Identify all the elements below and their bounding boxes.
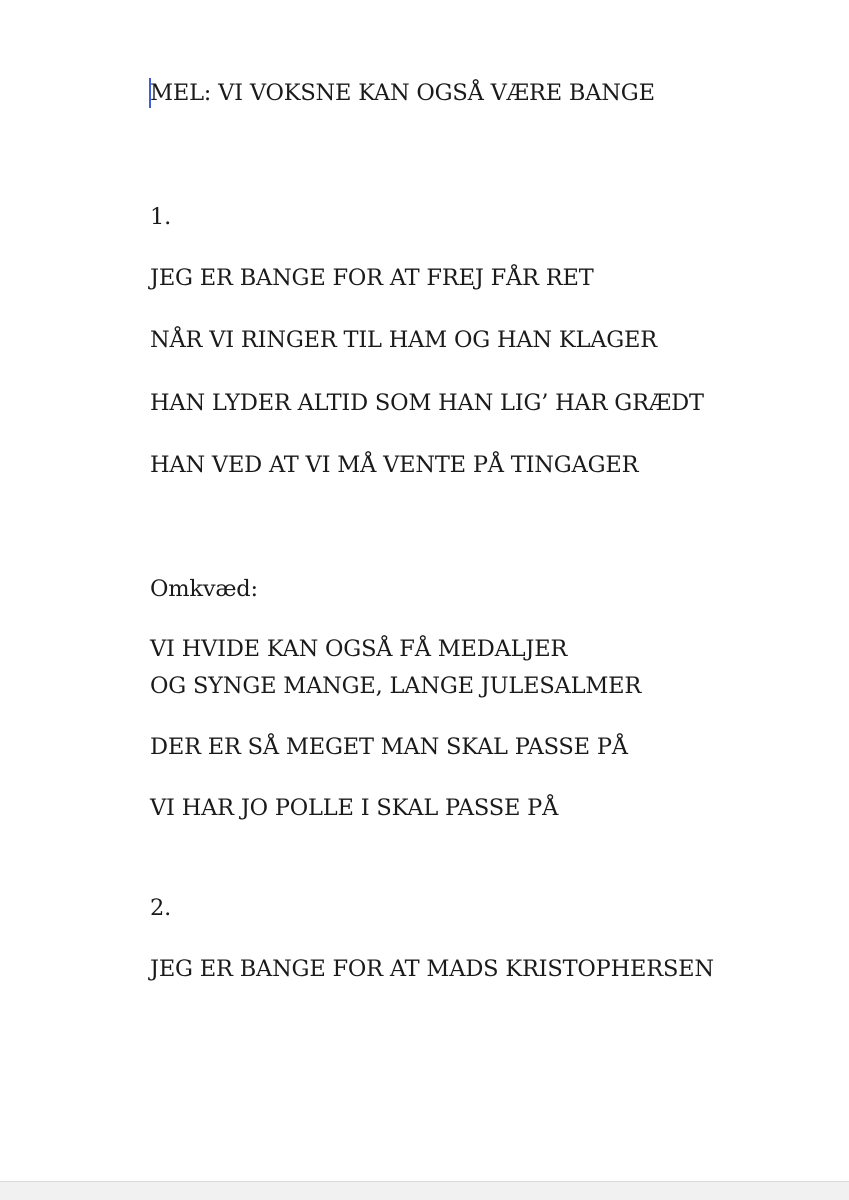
melody-line: MEL: VI VOKSNE KAN OGSÅ VÆRE BANGE xyxy=(150,80,655,106)
verse-line: JEG ER BANGE FOR AT MADS KRISTOPHERSEN xyxy=(150,956,714,982)
chorus-line: OG SYNGE MANGE, LANGE JULESALMER xyxy=(150,673,642,699)
verse-line: HAN LYDER ALTID SOM HAN LIG’ HAR GRÆDT xyxy=(150,390,704,416)
page-bottom-edge xyxy=(0,1181,849,1200)
verse-line: NÅR VI RINGER TIL HAM OG HAN KLAGER xyxy=(150,327,657,353)
chorus-label: Omkvæd: xyxy=(150,576,258,602)
verse-line: HAN VED AT VI MÅ VENTE PÅ TINGAGER xyxy=(150,452,639,478)
verse-number: 2. xyxy=(150,895,172,921)
verse-number: 1. xyxy=(150,204,172,230)
chorus-line: DER ER SÅ MEGET MAN SKAL PASSE PÅ xyxy=(150,734,628,760)
verse-line: JEG ER BANGE FOR AT FREJ FÅR RET xyxy=(150,265,594,291)
chorus-line: VI HAR JO POLLE I SKAL PASSE PÅ xyxy=(150,795,559,821)
chorus-line: VI HVIDE KAN OGSÅ FÅ MEDALJER xyxy=(150,636,568,662)
